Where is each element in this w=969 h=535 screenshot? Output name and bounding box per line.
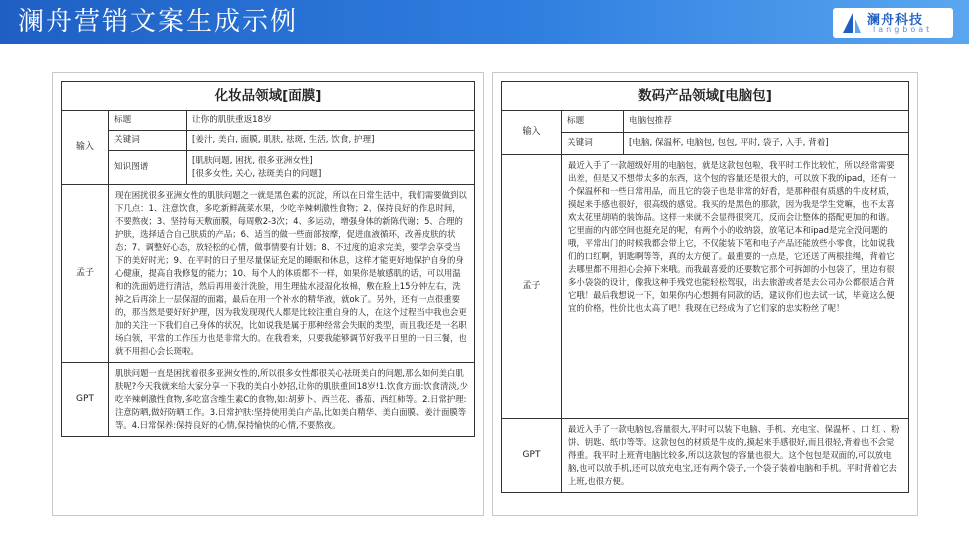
cosmetics-title: 化妆品领域[面膜] — [62, 82, 475, 111]
cosmetics-kg-label: 知识图谱 — [109, 151, 187, 185]
digital-keywords-value: [电脑, 保温杯, 电脑包, 包包, 平时, 袋子, 入手, 背着] — [624, 133, 909, 155]
cosmetics-mengzi-text: 现在困扰很多亚洲女性的肌肤问题之一就是黑色素的沉淀，所以在日常生活中，我们需要做到以下几点：1、注意饮食，多吃新鲜蔬菜水果，少吃辛辣刺激性食物；2、保持良好的作息时间，不要熬夜；3、坚持每天敷面膜，每周敷2-3次；4、多运动，增强身体的新陈代谢；5、合理的护肤，选择适合自己肤质的产品；6、适当的做一些面部按摩，促进血液循环，改善皮肤的状态；7、调整好心态，放轻松的心情，做事情要有计划；8、不过度的追求完美，要学会享受当下的美好时光；9、在平时的日子里尽量保证充足的睡眠和休息，这样才能更好地保护自身的身心健康，提高自我修复的能力；10、每个人的体质都不一样，如果你是敏感肌的话，可以用温和的洗面奶进行清洁，然后再用姜汁洗脸，用生理盐水浸湿化妆棉，敷在脸上15分钟左右，洗掉之后再涂上一层保湿的面霜，最后在用一个补水的精华液，就ok了。另外，还有一点很重要的，那当然是要好好护理，因为我发现现代人都是比较注重自身的人，在这个过程当中我也会更加的关注一下我们自己身体的状况，比如说我是属于那种经常会失眠的类型，而且我还是一名职场白领，平常的工作压力也是非常大的。在我看来，只要我能够调节好我平日里的一日三餐，也就不用担心会长斑啦。 — [109, 185, 475, 363]
digital-gpt-text: 最近入手了一款电脑包,容量很大,平时可以装下电脑、手机、充电宝、保温杯 、口 红 、粉饼、钥匙、纸巾等等。这款包包的材质是牛皮的,摸起来手感很好,而且很轻,背着也不会觉得重。我平时上班背电脑比较多,所以这款包的容量也很大。这个包包是双面的,可以放电脑,也可以放手机,还可以放充电宝,还有两个袋子,一个袋子装着电脑和手机。平时背着它去上班,也很方便。 — [562, 419, 909, 493]
cosmetics-mengzi-label: 孟子 — [62, 185, 109, 363]
digital-title-value: 电脑包推荐 — [624, 111, 909, 133]
digital-gpt-label: GPT — [502, 419, 562, 493]
cosmetics-kg-line-1: [肌肤问题, 困扰, 很多亚洲女性] — [192, 155, 313, 166]
company-logo — [833, 8, 953, 38]
cosmetics-kg-value — [187, 151, 475, 185]
digital-keywords-label: 关键词 — [562, 133, 624, 155]
cosmetics-input-label: 输入 — [62, 111, 109, 185]
slide-header — [0, 0, 969, 44]
digital-example-panel — [492, 72, 918, 516]
slide-title: 澜舟营销文案生成示例 — [18, 7, 299, 37]
cosmetics-example-panel — [52, 72, 484, 516]
digital-mengzi-label: 孟子 — [502, 155, 562, 419]
cosmetics-table — [61, 81, 475, 437]
digital-mengzi-text: 最近入手了一款超级好用的电脑包，就是这款包包啦，我平时工作比较忙，所以经常需要出差，但是又不想带太多的东西，这个包的容量还是很大的，可以放下我的ipad，还有一个保温杯和一些日常用品，而且它的袋子也是非常的好看，是那种很有质感的牛皮材质，摸起来手感也很好，很高级的感觉。我买的是黑色的那款，因为我是学生党嘛，也不太喜欢太花里胡哨的装饰品。这样一来就不会显得很突兀，反而会让整体的搭配更加的和谐。它里面的内部空间也挺充足的呢，有两个小的收纳袋，放笔记本和ipad是完全没问题的哦，平常出门的时候我都会带上它，不仅能装下笔和电子产品还能放些小零食，比如说我们的口红啊，钥匙啊等等，真的太方便了。最重要的一点是，它还送了两根挂绳，背着它去哪里都不用担心会掉下来哦。而我最喜爱的还要数它那个可拆卸的小包袋了，里边有很多小袋袋的设计，像我这种手残党也能轻松驾驭，出去旅游或者是去公司办公都很适合背它哦！最后我想说一下，如果你内心想拥有同款的话，建议你们也去试一试，毕竟这么便宜的价格，性价比也太高了吧！我现在已经成为了它们家的忠实粉丝了呢！ — [562, 155, 909, 419]
cosmetics-title-value: 让你的肌肤重返18岁 — [187, 111, 475, 131]
cosmetics-kg-line-2: [很多女性, 关心, 祛斑美白的问题] — [192, 168, 322, 179]
digital-input-label: 输入 — [502, 111, 562, 155]
logo-mark-icon — [841, 11, 863, 35]
cosmetics-keywords-label: 关键词 — [109, 131, 187, 151]
digital-table — [501, 81, 909, 493]
digital-title: 数码产品领域[电脑包] — [502, 82, 909, 111]
cosmetics-title-label: 标题 — [109, 111, 187, 131]
logo-name: 澜舟科技 — [867, 13, 924, 28]
cosmetics-gpt-label: GPT — [62, 363, 109, 437]
digital-title-label: 标题 — [562, 111, 624, 133]
logo-subtitle: langboat — [873, 25, 933, 34]
cosmetics-gpt-text: 肌肤问题一直是困扰着很多亚洲女性的,所以很多女性都很关心祛斑美白的问题,那么如何美白肌肤呢?今天我就来给大家分享一下我的美白小妙招,让你的肌肤重回18岁!1.饮食方面:饮食清淡,少吃辛辣刺激性食物,多吃富含维生素C的食物,如:胡萝卜、西兰花、番茄、西红柿等。2.日常护理:注意防晒,做好防晒工作。3.日常护肤:坚持使用美白产品,比如美白精华、美白面膜、姜汁面膜等等。4.日常保养:保持良好的心情,保持愉快的心情,不要熬夜。 — [109, 363, 475, 437]
cosmetics-keywords-value: [姜汁, 美白, 面膜, 肌肤, 祛斑, 生活, 饮食, 护理] — [187, 131, 475, 151]
